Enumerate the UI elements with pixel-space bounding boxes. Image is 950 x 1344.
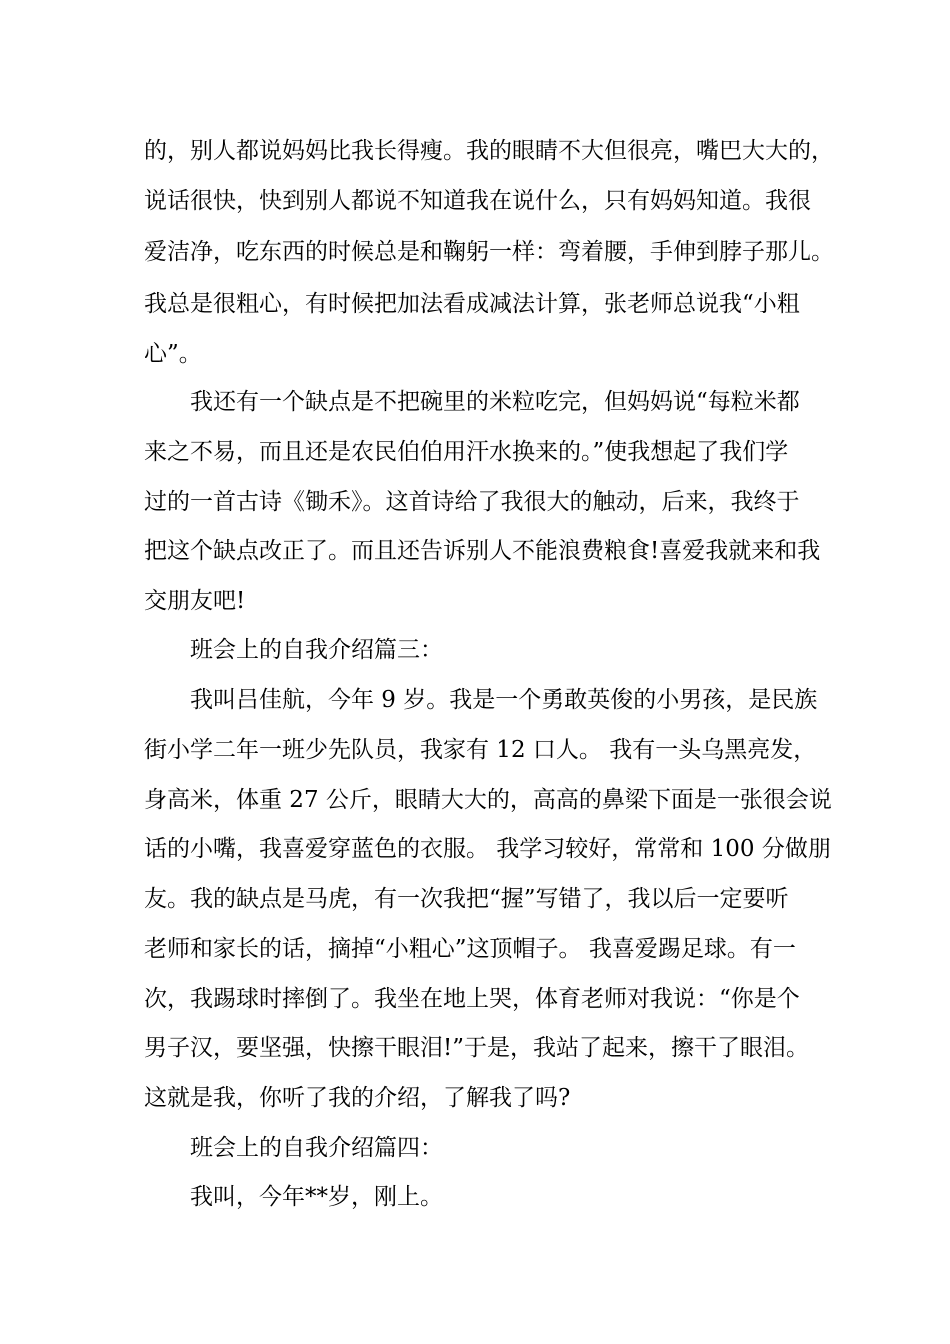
text-line: 爱洁净，吃东西的时候总是和鞠躬一样：弯着腰，手伸到脖子那儿。 — [144, 239, 834, 265]
text-line: 话的小嘴，我喜爱穿蓝色的衣服。 我学习较好，常常和 100 分做朋 — [144, 836, 831, 862]
text-line: 心”。 — [144, 341, 202, 367]
text-line: 老师和家长的话，摘掉“小粗心”这顶帽子。 我喜爱踢足球。有一 — [144, 936, 796, 962]
text-line: 我叫吕佳航，今年 9 岁。我是一个勇敢英俊的小男孩，是民族 — [190, 687, 818, 713]
text-line: 这就是我，你听了我的介绍，了解我了吗? — [144, 1085, 571, 1111]
text-line: 男子汉，要坚强，快擦干眼泪!”于是，我站了起来，擦干了眼泪。 — [144, 1035, 810, 1061]
text-line: 把这个缺点改正了。而且还告诉别人不能浪费粮食!喜爱我就来和我 — [144, 538, 821, 564]
text-line: 次，我踢球时摔倒了。我坐在地上哭，体育老师对我说：“你是个 — [144, 986, 800, 1012]
text-line: 交朋友吧! — [144, 588, 246, 614]
text-line: 说话很快，快到别人都说不知道我在说什么，只有妈妈知道。我很 — [144, 188, 811, 214]
text-line: 我叫，今年**岁，刚上。 — [190, 1184, 443, 1210]
text-line: 来之不易，而且还是农民伯伯用汗水换来的。”使我想起了我们学 — [144, 439, 789, 465]
text-line: 街小学二年一班少先队员，我家有 12 口人。 我有一头乌黑亮发， — [144, 737, 817, 763]
text-line: 我总是很粗心，有时候把加法看成减法计算，张老师总说我“小粗 — [144, 291, 800, 317]
section-heading: 班会上的自我介绍篇三： — [190, 637, 443, 663]
text-line: 我还有一个缺点是不把碗里的米粒吃完，但妈妈说“每粒米都 — [190, 389, 800, 415]
text-line: 过的一首古诗《锄禾》。这首诗给了我很大的触动，后来，我终于 — [144, 489, 800, 515]
text-line: 身高米，体重 27 公斤，眼睛大大的，高高的鼻梁下面是一张很会说 — [144, 787, 832, 813]
text-line: 的，别人都说妈妈比我长得瘦。我的眼睛不大但很亮，嘴巴大大的， — [144, 138, 834, 164]
text-line: 友。我的缺点是马虎，有一次我把“握”写错了，我以后一定要听 — [144, 886, 789, 912]
section-heading: 班会上的自我介绍篇四： — [190, 1135, 443, 1161]
